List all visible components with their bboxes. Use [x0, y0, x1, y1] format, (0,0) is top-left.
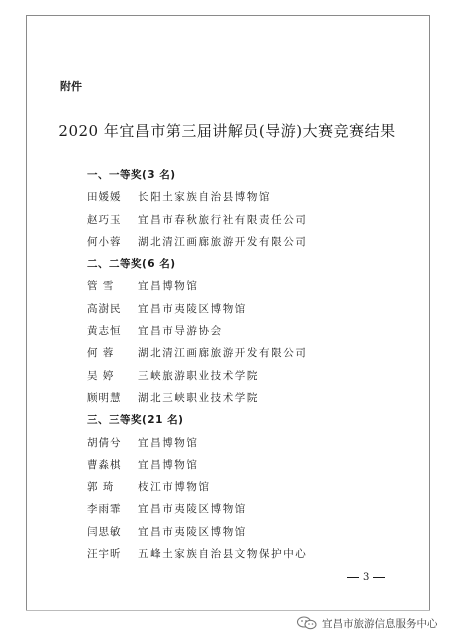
page-border-top	[26, 15, 430, 16]
winner-name: 田媛媛	[87, 191, 122, 204]
winner-name: 黄志恒	[87, 325, 122, 338]
page-border-bottom	[26, 610, 430, 611]
list-item	[87, 387, 427, 409]
winner-name: 汪宇昕	[87, 548, 122, 561]
winner-name: 李雨霏	[87, 503, 122, 516]
winner-org: 湖北清江画廊旅游开发有限公司	[138, 235, 308, 248]
winner-org: 宜昌市导游协会	[138, 325, 223, 338]
list-item	[87, 365, 427, 387]
winner-name: 郭 琦	[87, 481, 115, 494]
section-heading-first-prize: 一、一等奖(3 名)	[87, 169, 176, 181]
winner-name: 胡倩兮	[87, 436, 122, 449]
list-item	[87, 521, 427, 543]
list-item	[87, 231, 427, 253]
winner-org: 宜昌市夷陵区博物馆	[138, 302, 247, 315]
list-item	[87, 454, 427, 476]
page-number-value: 3	[363, 572, 370, 583]
winner-org: 三峡旅游职业技术学院	[138, 369, 259, 382]
wechat-icon	[296, 616, 318, 630]
winner-name: 赵巧玉	[87, 213, 122, 226]
list-item	[87, 476, 427, 498]
page-number-dash-left	[347, 577, 359, 578]
results-list	[87, 164, 427, 565]
winner-org: 长阳土家族自治县博物馆	[138, 191, 272, 204]
wechat-watermark	[296, 614, 438, 632]
page-number-dash-right	[373, 577, 385, 578]
watermark-text: 宜昌市旅游信息服务中心	[322, 617, 438, 630]
winner-org: 五峰土家族自治县文物保护中心	[138, 548, 308, 561]
winner-name: 何小蓉	[87, 235, 122, 248]
page-border-left	[26, 15, 27, 611]
page-number	[343, 572, 389, 583]
winner-org: 宜昌博物馆	[138, 280, 199, 293]
list-item	[87, 498, 427, 520]
winner-name: 顾明慧	[87, 391, 122, 404]
winner-org: 宜昌市夷陵区博物馆	[138, 525, 247, 538]
section-heading-second-prize: 二、二等奖(6 名)	[87, 258, 176, 271]
winner-org: 湖北清江画廊旅游开发有限公司	[138, 347, 308, 360]
winner-org: 宜昌博物馆	[138, 436, 199, 449]
list-item	[87, 275, 427, 297]
document-title: 2020 年宜昌市第三届讲解员(导游)大赛竞赛结果	[58, 122, 396, 140]
winner-name: 吴 婷	[87, 369, 115, 382]
winner-name: 曹淼棋	[87, 458, 122, 471]
winner-org: 枝江市博物馆	[138, 481, 211, 494]
winner-name: 高澍民	[87, 302, 122, 315]
list-item	[87, 543, 427, 565]
list-item	[87, 186, 427, 208]
annex-label: 附件	[60, 80, 82, 93]
section-heading-third-prize: 三、三等奖(21 名)	[87, 414, 184, 427]
winner-name: 何 蓉	[87, 347, 115, 360]
winner-name: 闫思敏	[87, 525, 122, 538]
list-item	[87, 342, 427, 364]
winner-org: 湖北三峡职业技术学院	[138, 391, 259, 404]
winner-org: 宜昌博物馆	[138, 458, 199, 471]
list-item	[87, 432, 427, 454]
winner-org: 宜昌市夷陵区博物馆	[138, 503, 247, 516]
winner-org: 宜昌市春秋旅行社有限责任公司	[138, 213, 308, 226]
winner-name: 管 雪	[87, 280, 115, 293]
list-item	[87, 320, 427, 342]
list-item	[87, 209, 427, 231]
page-border-right	[429, 15, 430, 611]
list-item	[87, 298, 427, 320]
